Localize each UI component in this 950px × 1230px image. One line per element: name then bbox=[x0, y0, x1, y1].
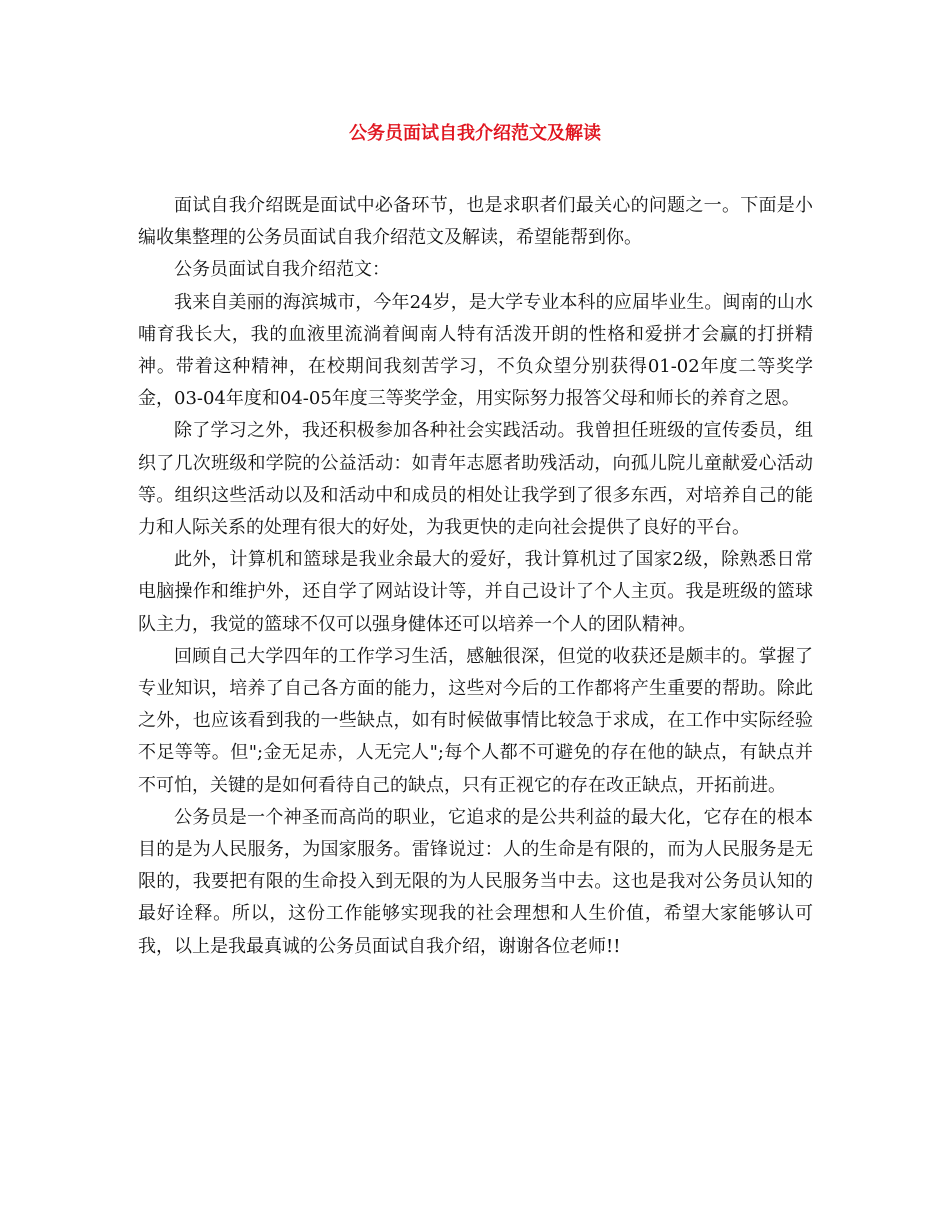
paragraph-sample-heading: 公务员面试自我介绍范文： bbox=[174, 259, 390, 281]
document-title: 公务员面试自我介绍范文及解读 bbox=[349, 123, 601, 144]
paragraph-conclusion: 公务员是一个神圣而高尚的职业，它追求的是公共利益的最大化，它存在的根本目的是为人民服务，为国家服务。雷锋说过：人的生命是有限的，而为人民服务是无限的，我要把有限的生命投入到无限的为人民服务当中去。这也是我对公务员认知的最好诠释。所以，这份工作能够实现我的社会理想和人生价值，希望大家能够认可我，以上是我最真诚的公务员面试自我介绍，谢谢各位老师!! bbox=[138, 806, 813, 957]
paragraph-activities: 除了学习之外，我还积极参加各种社会实践活动。我曾担任班级的宣传委员，组织了几次班级和学院的公益活动：如青年志愿者助残活动，向孤儿院儿童献爱心活动等。组织这些活动以及和活动中和成员的相处让我学到了很多东西，对培养自己的能力和人际关系的处理有很大的好处，为我更快的走向社会提供了良好的平台。 bbox=[138, 420, 813, 539]
paragraph-reflection: 回顾自己大学四年的工作学习生活，感触很深，但觉的收获还是颇丰的。掌握了专业知识，培养了自己各方面的能力，这些对今后的工作都将产生重要的帮助。除此之外，也应该看到我的一些缺点，如有时候做事情比较急于求成，在工作中实际经验不足等等。但";金无足赤，人无完人";每个人都不可避免的存在他的缺点，有缺点并不可怕，关键的是如何看待自己的缺点，只有正视它的存在改正缺点，开拓前进。 bbox=[138, 645, 813, 796]
paragraph-hobbies: 此外，计算机和篮球是我业余最大的爱好，我计算机过了国家2级，除熟悉日常电脑操作和维护外，还自学了网站设计等，并自己设计了个人主页。我是班级的篮球队主力，我觉的篮球不仅可以强身健体还可以培养一个人的团队精神。 bbox=[138, 549, 813, 635]
paragraph-intro: 面试自我介绍既是面试中必备环节，也是求职者们最关心的问题之一。下面是小编收集整理的公务员面试自我介绍范文及解读，希望能帮到你。 bbox=[138, 195, 813, 249]
paragraph-background: 我来自美丽的海滨城市，今年24岁，是大学专业本科的应届毕业生。闽南的山水哺育我长大，我的血液里流淌着闽南人特有活泼开朗的性格和爱拼才会赢的打拼精神。带着这种精神，在校期间我刻苦学习，不负众望分别获得01-02年度二等奖学金，03-04年度和04-05年度三等奖学金，用实际努力报答父母和师长的养育之恩。 bbox=[138, 291, 813, 410]
document-body bbox=[138, 190, 813, 963]
